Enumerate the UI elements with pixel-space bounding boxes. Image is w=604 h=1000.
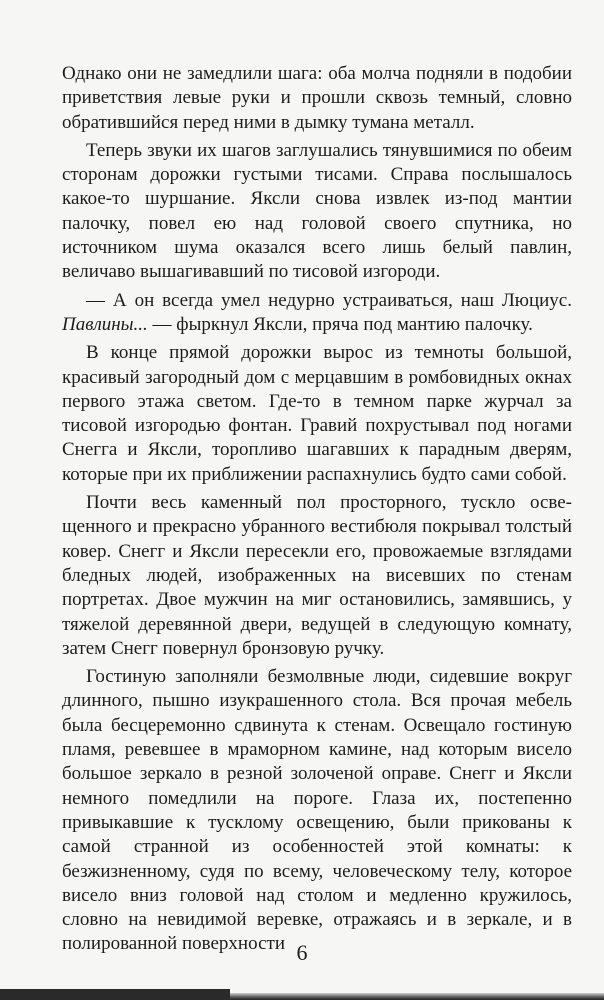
paragraph: [62, 491, 572, 661]
text-run: — А он всегда умел недурно устраиваться, наш Люциус.: [86, 289, 572, 311]
italic-text: Павлины...: [62, 313, 148, 335]
scan-edge-dark: [0, 989, 230, 1000]
paragraph: [62, 62, 572, 135]
text-run: Почти весь каменный пол просторного, тускло освещенного и прекрасно убранного вестибюля покрывал толстый ковер. Снегг и Яксли пересекли его, провожаемые взглядами бледных людей, изображенных на висевших по стенам портретах. Двое мужчин на миг остановились, замявшись, у тяжелой деревянной двери, ведущей в следующую комнату, затем Снегг повернул бронзовую ручку.: [62, 492, 572, 659]
paragraph: [62, 341, 572, 487]
text-run: Теперь звуки их шагов заглушались тянувшимися по обеим сторонам дорожки густыми тисами. Справа послышалось какое-то шуршание. Яксли снова извлек из-под мантии палочку, повел ею над головой своего спутника, но источником шума оказался всего лишь белый павлин, величаво вышагивавший по тисовой изгороди.: [62, 139, 572, 283]
paragraph: [62, 665, 572, 957]
text-run: — фыркнул Яксли, пряча под мантию палочку.: [147, 313, 533, 335]
paragraph: [62, 289, 572, 338]
body-text: [62, 62, 572, 957]
text-run: Однако они не замедлили шага: оба молча подняли в подобии приветствия левые руки и прошли сквозь темный, словно обратившийся перед ними в дымку тумана металл.: [62, 63, 572, 133]
text-run: Гостиную заполняли безмолвные люди, сидевшие вокруг длинного, пышно изукрашенного стола. Вся прочая мебель была бесцеремонно сдвинута к стенам. Освещало гостиную пламя, ревевшее в мраморном камине, над которым висело большое зеркало в резной золоченой оправе. Снегг и Яксли немного помедлили на пороге. Глаза их, постепенно привыкавшие к тусклому освещению, были прикованы к самой странной из особенностей этой комнаты: к безжизненному, судя по всему, человеческому телу, которое висело вниз головой над столом и медленно кружилось, словно на невидимой веревке, отражаясь и в зеркале, и в полированной поверхности: [62, 666, 572, 955]
paragraph: [62, 139, 572, 285]
text-run: В конце прямой дорожки вырос из темноты большой, красивый загородный дом с мерцавшим в ромбовидных окнах первого этажа светом. Где-то в темном парке журчал за тисовой изгородью фонтан. Гравий похрустывал под ногами Снегга и Яксли, торопливо шагавших к парадным дверям, которые при их приближении распахнулись будто сами собой.: [62, 342, 572, 485]
page-number: 6: [296, 940, 308, 965]
